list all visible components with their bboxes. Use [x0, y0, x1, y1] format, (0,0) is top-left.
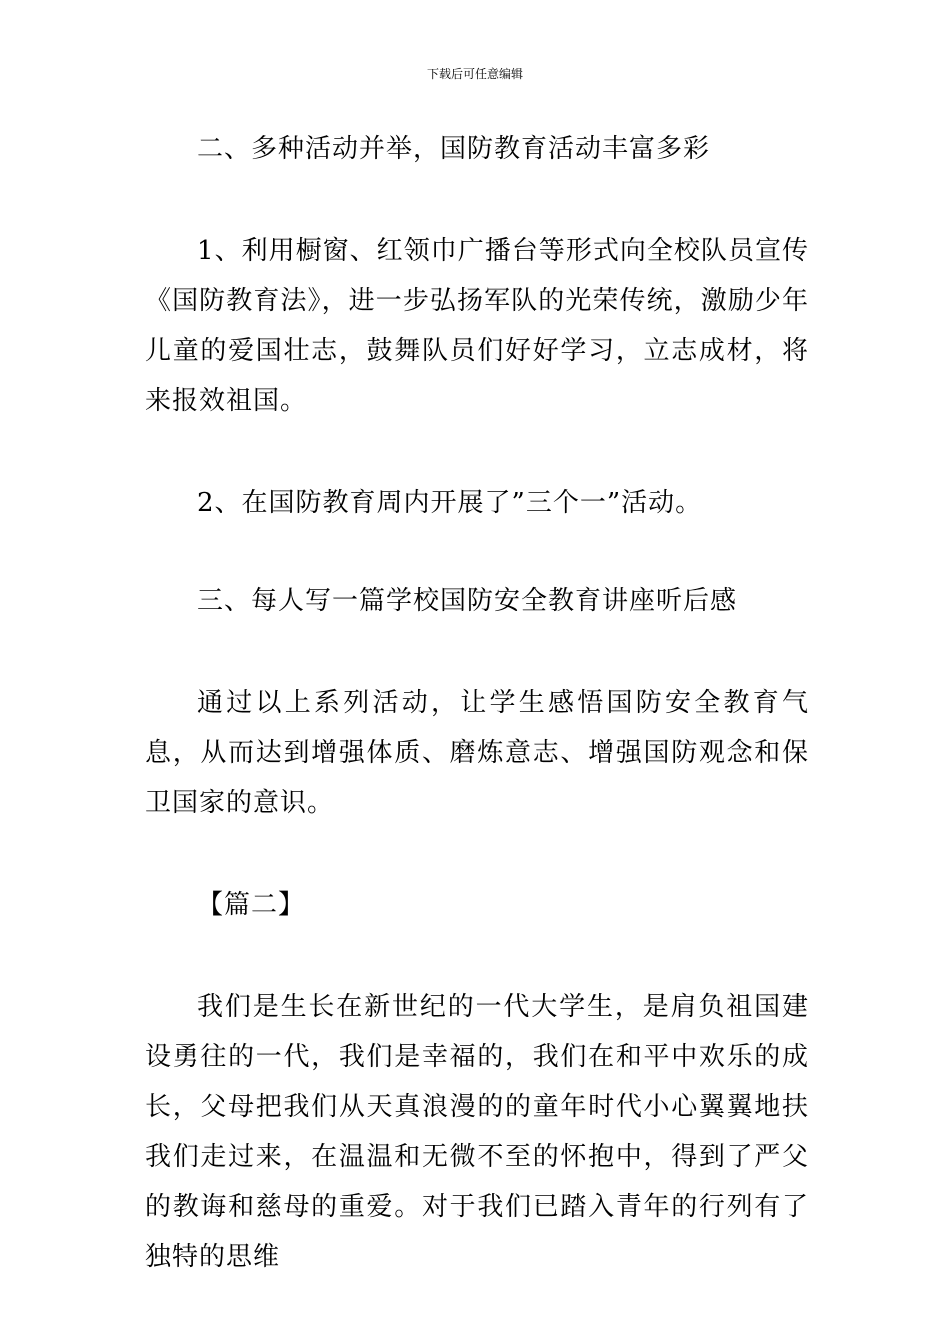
part-two-label: 【篇二】: [197, 890, 306, 920]
paragraph-part-two-body: 我们是生长在新世纪的一代大学生，是肩负祖国建设勇往的一代，我们是幸福的，我们在和平中欢乐的成长，父母把我们从天真浪漫的的童年时代小心翼翼地扶我们走过来，在温温和无微不至的怀抱中，得到了严父的教诲和慈母的重爱。对于我们已踏入青年的行列有了独特的思维: [145, 992, 809, 1272]
document-body: [145, 124, 809, 1282]
section-heading-two: 二、多种活动并举，国防教育活动丰富多彩: [197, 134, 711, 164]
section-heading-three: 三、每人写一篇学校国防安全教育讲座听后感: [197, 586, 738, 616]
spacer: [145, 930, 809, 982]
paragraph-summary: 通过以上系列活动，让学生感悟国防安全教育气息，从而达到增强体质、磨炼意志、增强国防观念和保卫国家的意识。: [145, 688, 809, 818]
spacer: [145, 426, 809, 478]
header-note: 下载后可任意编辑: [426, 67, 523, 81]
paragraph-item-two: 2、在国防教育周内开展了”三个一”活动。: [197, 488, 703, 518]
spacer: [145, 626, 809, 678]
paragraph-item-one: 1、利用橱窗、红领巾广播台等形式向全校队员宣传《国防教育法》，进一步弘扬军队的光荣传统，激励少年儿童的爱国壮志，鼓舞队员们好好学习，立志成材，将来报效祖国。: [145, 236, 809, 416]
spacer: [145, 528, 809, 576]
spacer: [145, 828, 809, 880]
spacer: [145, 174, 809, 226]
